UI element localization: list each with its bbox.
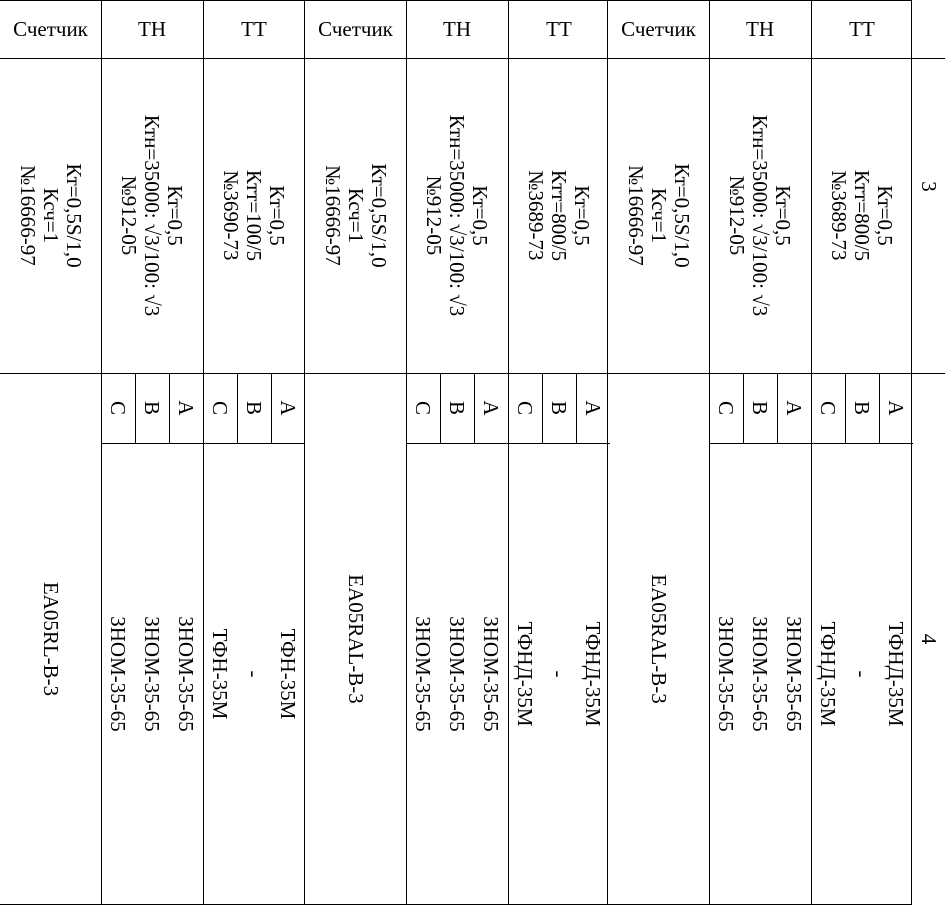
ct-phase-label: A (276, 400, 301, 416)
ct-header: ТТ (546, 16, 572, 41)
meter-params (0, 58, 101, 373)
vt-params-line: Ктн=35000: √3/100: √3 (445, 114, 470, 317)
meter-params-line: Кт=0,5S/1,0 (62, 163, 86, 268)
ct-device-type: - (850, 670, 875, 678)
ct-device-type: ТФН-35М (208, 628, 233, 720)
vt-device-type: ЗНОМ-35-65 (411, 616, 436, 732)
meter-params-line: Кт=0,5S/1,0 (367, 163, 391, 268)
column-divider (709, 0, 710, 905)
ct-phase-label: B (547, 400, 572, 415)
ct-phase-label: B (242, 400, 267, 415)
column-divider (406, 0, 407, 905)
ct-device-type: ТФН-35М (276, 628, 301, 720)
phase-divider (440, 373, 441, 443)
vt-device-type: ЗНОМ-35-65 (479, 616, 504, 732)
vt-phase-label: C (411, 400, 436, 415)
vt-params-line: №912-05 (725, 175, 750, 256)
vt-header: ТН (138, 16, 166, 41)
meter-header: Счетчик (621, 16, 696, 41)
ct-params-line: Кт=0,5 (873, 185, 898, 246)
vt-device-type: ЗНОМ-35-65 (174, 616, 199, 732)
meter-params-line: Кт=0,5S/1,0 (670, 163, 694, 268)
ct-params (811, 58, 913, 373)
ct-phase-label: B (850, 400, 875, 415)
ct-params (508, 58, 610, 373)
meter-params (305, 58, 406, 373)
ct-device-type: - (547, 670, 572, 678)
meter-params-line: Ксч=1 (344, 187, 368, 244)
meter-header: Счетчик (13, 16, 88, 41)
meter-type: EA05RAL-B-3 (344, 574, 368, 704)
row-divider (406, 443, 610, 444)
phase-divider (237, 373, 238, 443)
vt-params-line: №912-05 (422, 175, 447, 256)
vt-device-type: ЗНОМ-35-65 (445, 616, 470, 732)
vt-phase-label: B (445, 400, 470, 415)
vt-phase-label: B (140, 400, 165, 415)
phase-divider (169, 373, 170, 443)
ct-phase-label: A (581, 400, 606, 416)
column-number: 4 (917, 633, 941, 645)
vt-phase-label: C (714, 400, 739, 415)
ct-params-line: №3689-73 (524, 170, 549, 261)
row-divider (0, 373, 945, 374)
meter-params-line: Ксч=1 (647, 187, 671, 244)
vt-params-line: Кт=0,5 (468, 185, 493, 246)
vt-params-line: Кт=0,5 (771, 185, 796, 246)
phase-divider (845, 373, 846, 443)
meter-params (608, 58, 709, 373)
vt-phase-label: A (174, 400, 199, 416)
ct-device-type: ТФНД-35М (884, 621, 909, 727)
ct-device-type: ТФНД-35М (513, 621, 538, 727)
column-divider (811, 0, 812, 905)
meter-type: EA05RAL-B-3 (647, 574, 671, 704)
phase-divider (777, 373, 778, 443)
meter-params-line: №16666-97 (321, 165, 345, 266)
vt-device-type: ЗНОМ-35-65 (714, 616, 739, 732)
ct-params-line: Кт=0,5 (570, 185, 595, 246)
block-divider (607, 0, 608, 905)
vt-params (709, 58, 811, 373)
column-divider (101, 0, 102, 905)
ct-params-line: №3690-73 (219, 170, 244, 261)
vt-params (101, 58, 203, 373)
phase-divider (542, 373, 543, 443)
vt-phase-label: A (782, 400, 807, 416)
vt-phase-label: C (106, 400, 131, 415)
ct-header: ТТ (849, 16, 875, 41)
block-divider (304, 0, 305, 905)
vt-phase-label: A (479, 400, 504, 416)
vt-params-line: Ктн=35000: √3/100: √3 (748, 114, 773, 317)
row-divider (101, 443, 305, 444)
phase-divider (879, 373, 880, 443)
ct-params (203, 58, 305, 373)
ct-device-type: ТФНД-35М (816, 621, 841, 727)
vt-phase-label: B (748, 400, 773, 415)
vt-params-line: №912-05 (117, 175, 142, 256)
meter-type: EA05RL-B-3 (39, 581, 63, 697)
vt-device-type: ЗНОМ-35-65 (748, 616, 773, 732)
column-number: 3 (917, 181, 941, 192)
ct-params-line: №3689-73 (827, 170, 852, 261)
meter-params-line: Ксч=1 (39, 187, 63, 244)
ct-phase-label: C (513, 400, 538, 415)
meter-params-line: №16666-97 (624, 165, 648, 266)
vt-params-line: Ктн=35000: √3/100: √3 (140, 114, 165, 317)
column-divider (203, 0, 204, 905)
vt-header: ТН (746, 16, 774, 41)
ct-header: ТТ (241, 16, 267, 41)
column-divider (508, 0, 509, 905)
top-border (0, 0, 912, 1)
ct-device-type: - (242, 670, 267, 678)
meter-header: Счетчик (318, 16, 393, 41)
ct-phase-label: C (816, 400, 841, 415)
ct-device-type: ТФНД-35М (581, 621, 606, 727)
row-divider (709, 443, 913, 444)
vt-device-type: ЗНОМ-35-65 (140, 616, 165, 732)
phase-divider (474, 373, 475, 443)
row-divider (0, 58, 912, 59)
ct-phase-label: C (208, 400, 233, 415)
vt-device-type: ЗНОМ-35-65 (782, 616, 807, 732)
ct-params-line: Кт=0,5 (265, 185, 290, 246)
ct-phase-label: A (884, 400, 909, 416)
ct-params-line: Ктт=100/5 (242, 169, 267, 262)
vt-params-line: Кт=0,5 (163, 185, 188, 246)
ct-params-line: Ктт=800/5 (547, 169, 572, 262)
phase-divider (743, 373, 744, 443)
phase-divider (135, 373, 136, 443)
vt-header: ТН (443, 16, 471, 41)
phase-divider (576, 373, 577, 443)
ct-params-line: Ктт=800/5 (850, 169, 875, 262)
phase-divider (271, 373, 272, 443)
vt-params (406, 58, 508, 373)
meter-params-line: №16666-97 (16, 165, 40, 266)
vt-device-type: ЗНОМ-35-65 (106, 616, 131, 732)
